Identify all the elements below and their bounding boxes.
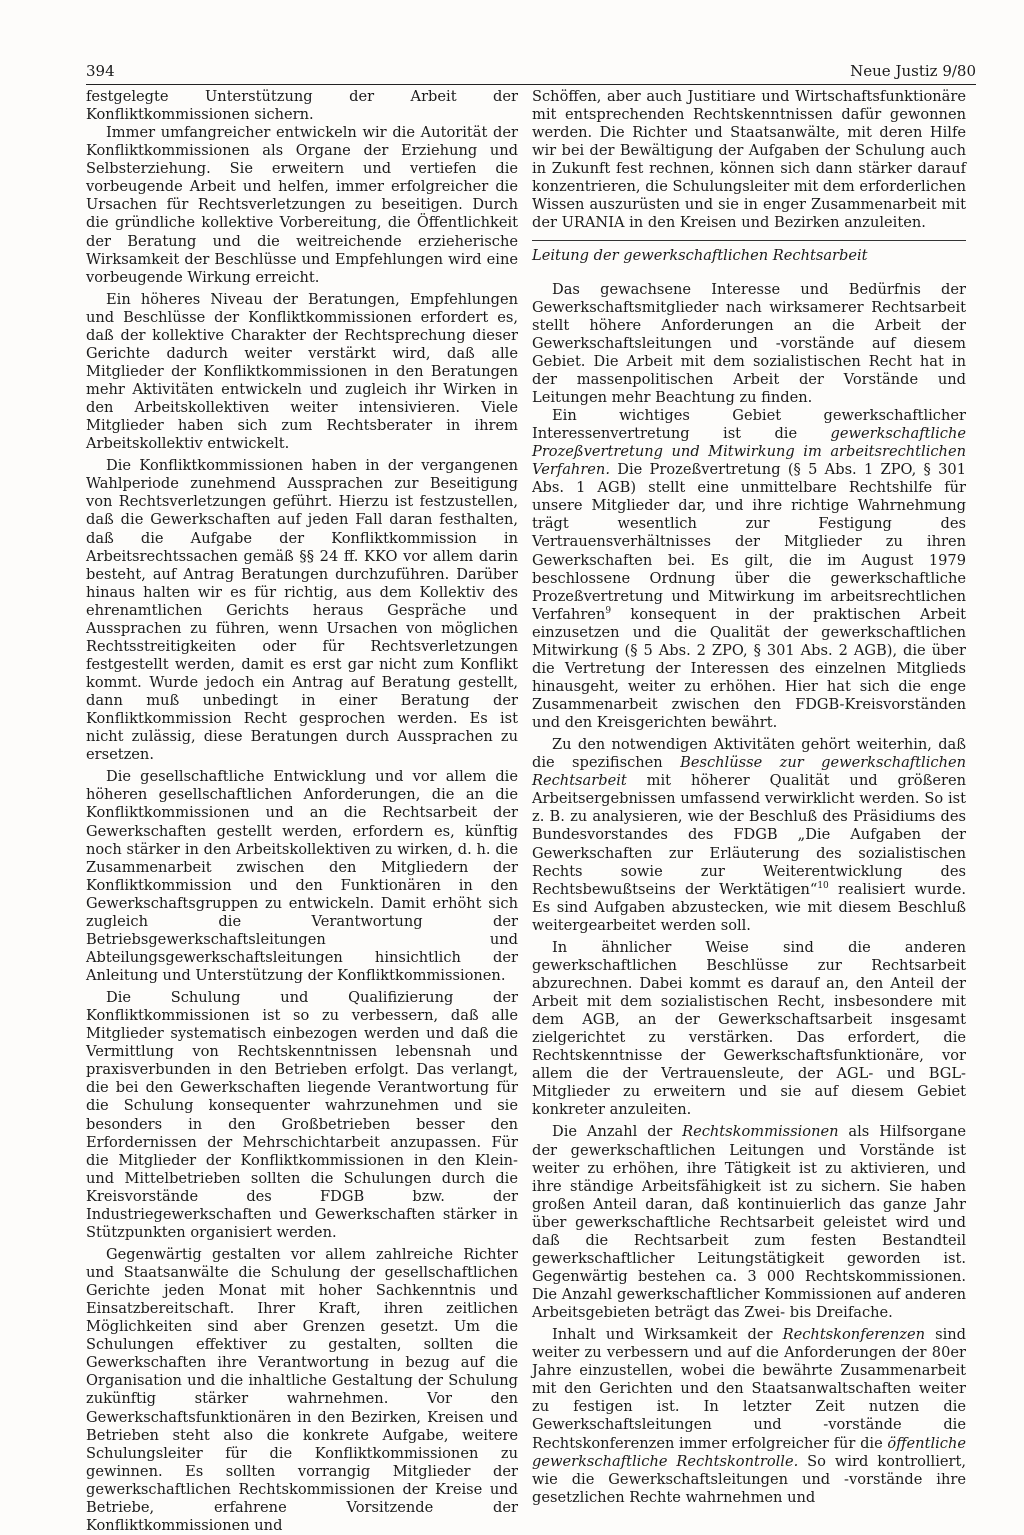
paragraph: Die Anzahl der Rechtskommissionen als Hilfsorgane der gewerkschaftlichen Leitungen und Vorstände ist weiter zu erhöhen, ihre Tätigkeit ist zu aktivieren, und ihre ständige Arbeitsfähigkeit ist zu sichern. Sie haben großen Anteil daran, daß kontinuierlich das ganze Jahr über gewerkschaftliche Rechtsarbeit geleistet wird und daß die Rechtsarbeit zum festen Bestandteil gewerkschaftlicher Leitungstätigkeit geworden ist. Gegenwärtig bestehen ca. 3 000 Rechtskommissionen. Die Anzahl gewerkschaftlicher Kommissionen auf anderen Arbeitsgebieten beträgt das Zwei- bis Dreifache.	[532, 1123, 966, 1322]
emphasis: Rechtskommissionen	[682, 1123, 839, 1141]
paragraph: Die Schulung und Qualifizierung der Konfliktkommissionen ist so zu verbessern, daß alle Mitglieder systematisch einbezogen werden und daß die Vermittlung von Rechtskenntnissen lebensnah und praxisverbunden in den Betrieben erfolgt. Das verlangt, die bei den Gewerkschaften liegende Verantwortung für die Schulung konsequenter wahrzunehmen und sie besonders in den Großbetrieben besser den Erfordernissen der Mehrschichtarbeit anzupassen. Für die Mitglieder der Konfliktkommissionen in den Klein- und Mittelbetrieben sollten die Schulungen durch die Kreisvorstände des FDGB bzw. der Industriegewerkschaften und Gewerkschaften stärker in Stützpunkten organisiert werden.	[86, 989, 518, 1241]
footnote-ref: 10	[817, 880, 829, 891]
paragraph: Die gesellschaftliche Entwicklung und vor allem die höheren gesellschaftlichen Anforderungen, die an die Konfliktkommissionen und an die Rechtsarbeit der Gewerkschaften gestellt werden, erfordern es, künftig noch stärker in den Arbeitskollektiven zu wirken, d. h. die Zusammenarbeit zwischen den Mitgliedern der Konfliktkommission und den Funktionären in den Gewerkschaftsgruppen zu entwickeln. Damit erhöht sich zugleich die Verantwortung der Betriebsgewerkschaftsleitungen und Abteilungsgewerkschaftsleitungen hinsichtlich der Anleitung und Unterstützung der Konfliktkommissionen.	[86, 768, 518, 984]
paragraph: Gegenwärtig gestalten vor allem zahlreiche Richter und Staatsanwälte die Schulung der gesellschaftlichen Gerichte jeden Monat mit hoher Sachkenntnis und Einsatzbereitschaft. Ihrer Kraft, ihren zeitlichen Möglichkeiten sind aber Grenzen gesetzt. Um die Schulungen effektiver zu gestalten, sollten die Gewerkschaften ihre Verantwortung in bezug auf die Organisation und die inhaltliche Gestaltung der Schulung zukünftig stärker wahrnehmen. Vor den Gewerkschaftsfunktionären in den Bezirken, Kreisen und Betrieben steht also die konkrete Aufgabe, weitere Schulungsleiter für die Konfliktkommissionen zu gewinnen. Es sollten vorrangig Mitglieder der gewerkschaftlichen Rechtskommissionen der Kreise und Betriebe, erfahrene Vorsitzende der Konfliktkommissionen und	[86, 1245, 518, 1534]
paragraph: Immer umfangreicher entwickeln wir die Autorität der Konfliktkommissionen als Organe der Erziehung und Selbsterziehung. Sie erweitern und vertiefen die vorbeugende Arbeit und helfen, immer erfolgreicher die Ursachen für Rechtsverletzungen zu beseitigen. Durch die gründliche kollektive Vorbereitung, die Öffentlichkeit der Beratung und die weitreichende erzieherische Wirksamkeit der Beschlüsse und Empfehlungen wird eine vorbeugende Wirkung erreicht.	[86, 124, 518, 286]
paragraph: festgelegte Unterstützung der Arbeit der Konfliktkommissionen sichern.	[86, 88, 518, 124]
emphasis: Rechtskonferenzen	[782, 1326, 925, 1344]
footnote-ref: 9	[605, 605, 612, 616]
paragraph: Schöffen, aber auch Justitiare und Wirtschaftsfunktionäre mit entsprechenden Rechtskenntnissen dafür gewonnen werden. Die Richter und Staatsanwälte, mit deren Hilfe wir bei der Bewältigung der Aufgaben der Schulung auch in Zukunft fest rechnen, können sich dann stärker darauf konzentrieren, die Schulungsleiter mit dem erforderlichen Wissen auszurüsten und sie in enger Zusammenarbeit mit der URANIA in den Kreisen und Bezirken anzuleiten.	[532, 88, 966, 232]
page-number: 394	[86, 62, 115, 80]
emphasis: gewerkschaftliche Prozeßvertretung und Mitwirkung im arbeitsrechtlichen Verfahren.	[532, 425, 966, 479]
emphasis: Beschlüsse zur gewerkschaftlichen Rechtsarbeit	[532, 754, 966, 790]
paragraph: In ähnlicher Weise sind die anderen gewerkschaftlichen Beschlüsse zur Rechtsarbeit abzurechnen. Dabei kommt es darauf an, den Anteil der Arbeit mit dem sozialistischen Recht, insbesondere mit dem AGB, an der Gewerkschaftsarbeit insgesamt zielgerichtet zu verstärken. Das erfordert, die Rechtskenntnisse der Gewerkschaftsfunktionäre, vor allem die der Vertrauensleute, der AGL- und BGL-Mitglieder zu erweitern und sie auf diesem Gebiet konkreter anzuleiten.	[532, 938, 966, 1119]
paragraph: Die Konfliktkommissionen haben in der vergangenen Wahlperiode zunehmend Aussprachen zur Beseitigung von Rechtsverletzungen geführt. Hierzu ist festzustellen, daß die Gewerkschaften auf jeden Fall daran festhalten, daß die Aufgabe der Konfliktkommission in Arbeitsrechtssachen gemäß §§ 24 ff. KKO vor allem darin besteht, auf Antrag Beratungen durchzuführen. Darüber hinaus halten wir es für richtig, aus dem Kollektiv des ehrenamtlichen Gerichts heraus Gespräche und Aussprachen zu führen, wenn Ursachen von möglichen Rechtsstreitigkeiten oder für Rechtsverletzungen festgestellt werden, damit es erst gar nicht zum Konflikt kommt. Wurde jedoch ein Antrag auf Beratung gestellt, dann muß unbedingt in einer Beratung der Konfliktkommission Recht gesprochen werden. Es ist nicht zulässig, diese Beratungen durch Aussprachen zu ersetzen.	[86, 457, 518, 764]
paragraph: Zu den notwendigen Aktivitäten gehört weiterhin, daß die spezifischen Beschlüsse zur gewerkschaftlichen Rechtsarbeit mit höherer Qualität und größeren Arbeitsergebnissen umfassend verwirklicht werden. So ist z. B. zu analysieren, wie der Beschluß des Präsidiums des Bundesvorstandes des FDGB „Die Aufgaben der Gewerkschaften zur Erläuterung des sozialistischen Rechts sowie zur Weiterentwicklung des Rechtsbewußtseins der Werktätigen“$^{10}$ realisiert wurde. Es sind Aufgaben abzustecken, wie mit diesem Beschluß weitergearbeitet werden soll.	[532, 736, 966, 934]
paragraph: Ein wichtiges Gebiet gewerkschaftlicher Interessenvertretung ist die gewerkschaftliche Prozeßvertretung und Mitwirkung im arbeitsrechtlichen Verfahren. Die Prozeßvertretung (§ 5 Abs. 1 ZPO, § 301 Abs. 1 AGB) stellt eine unmittelbare Rechtshilfe für unsere Mitglieder dar, und ihre richtige Wahrnehmung trägt wesentlich zur Festigung des Vertrauensverhältnisses der Mitglieder zu ihren Gewerkschaften bei. Es gilt, die im August 1979 beschlossene Ordnung über die gewerkschaftliche Prozeßvertretung und Mitwirkung im arbeitsrechtlichen Verfahren$^9$ konsequent in der praktischen Arbeit einzusetzen und die Qualität der gewerkschaftlichen Mitwirkung (§ 5 Abs. 2 ZPO, § 301 Abs. 2 AGB), die über die Vertretung der Interessen des einzelnen Mitglieds hinausgeht, weiter zu erhöhen. Hier hat sich die enge Zusammenarbeit zwischen den FDGB-Kreisvorständen und den Kreisgerichten bewährt.	[532, 407, 966, 732]
journal-title: Neue Justiz 9/80	[850, 62, 976, 80]
section-divider	[532, 240, 966, 241]
paragraph: Inhalt und Wirksamkeit der Rechtskonferenzen sind weiter zu verbessern und auf die Anforderungen der 80er Jahre einzustellen, wobei die bewährte Zusammenarbeit mit den Gerichten und den Staatsanwaltschaften weiter zu festigen ist. In letzter Zeit nutzen die Gewerkschaftsleitungen und -vorstände die Rechtskonferenzen immer erfolgreicher für die öffentliche gewerkschaftliche Rechtskontrolle. So wird kontrolliert, wie die Gewerkschaftsleitungen und -vorstände ihre gesetzlichen Rechte wahrnehmen und	[532, 1326, 966, 1506]
paragraph: Ein höheres Niveau der Beratungen, Empfehlungen und Beschlüsse der Konfliktkommissionen erfordert es, daß der kollektive Charakter der Rechtsprechung dieser Gerichte dadurch weiter verstärkt wird, daß alle Mitglieder der Konfliktkommissionen in den Beratungen mehr Aktivitäten entwickeln und zugleich ihr Wirken in den Arbeitskollektiven weiter intensivieren. Viele Mitglieder haben sich zum Rechtsberater in ihrem Arbeitskollektiv entwickelt.	[86, 290, 518, 453]
left-column	[86, 88, 518, 1535]
paragraph: Das gewachsene Interesse und Bedürfnis der Gewerkschaftsmitglieder nach wirksamerer Rechtsarbeit stellt höhere Anforderungen an die Arbeit der Gewerkschaftsleitungen und -vorstände auf diesem Gebiet. Die Arbeit mit dem sozialistischen Recht hat in der massenpolitischen Arbeit der Vorstände und Leitungen mehr Beachtung zu finden.	[532, 280, 966, 406]
section-heading: Leitung der gewerkschaftlichen Rechtsarbeit	[532, 246, 868, 264]
right-column	[532, 88, 966, 1507]
page-header	[86, 58, 976, 85]
emphasis: öffentliche gewerkschaftliche Rechtskontrolle.	[532, 1434, 966, 1470]
